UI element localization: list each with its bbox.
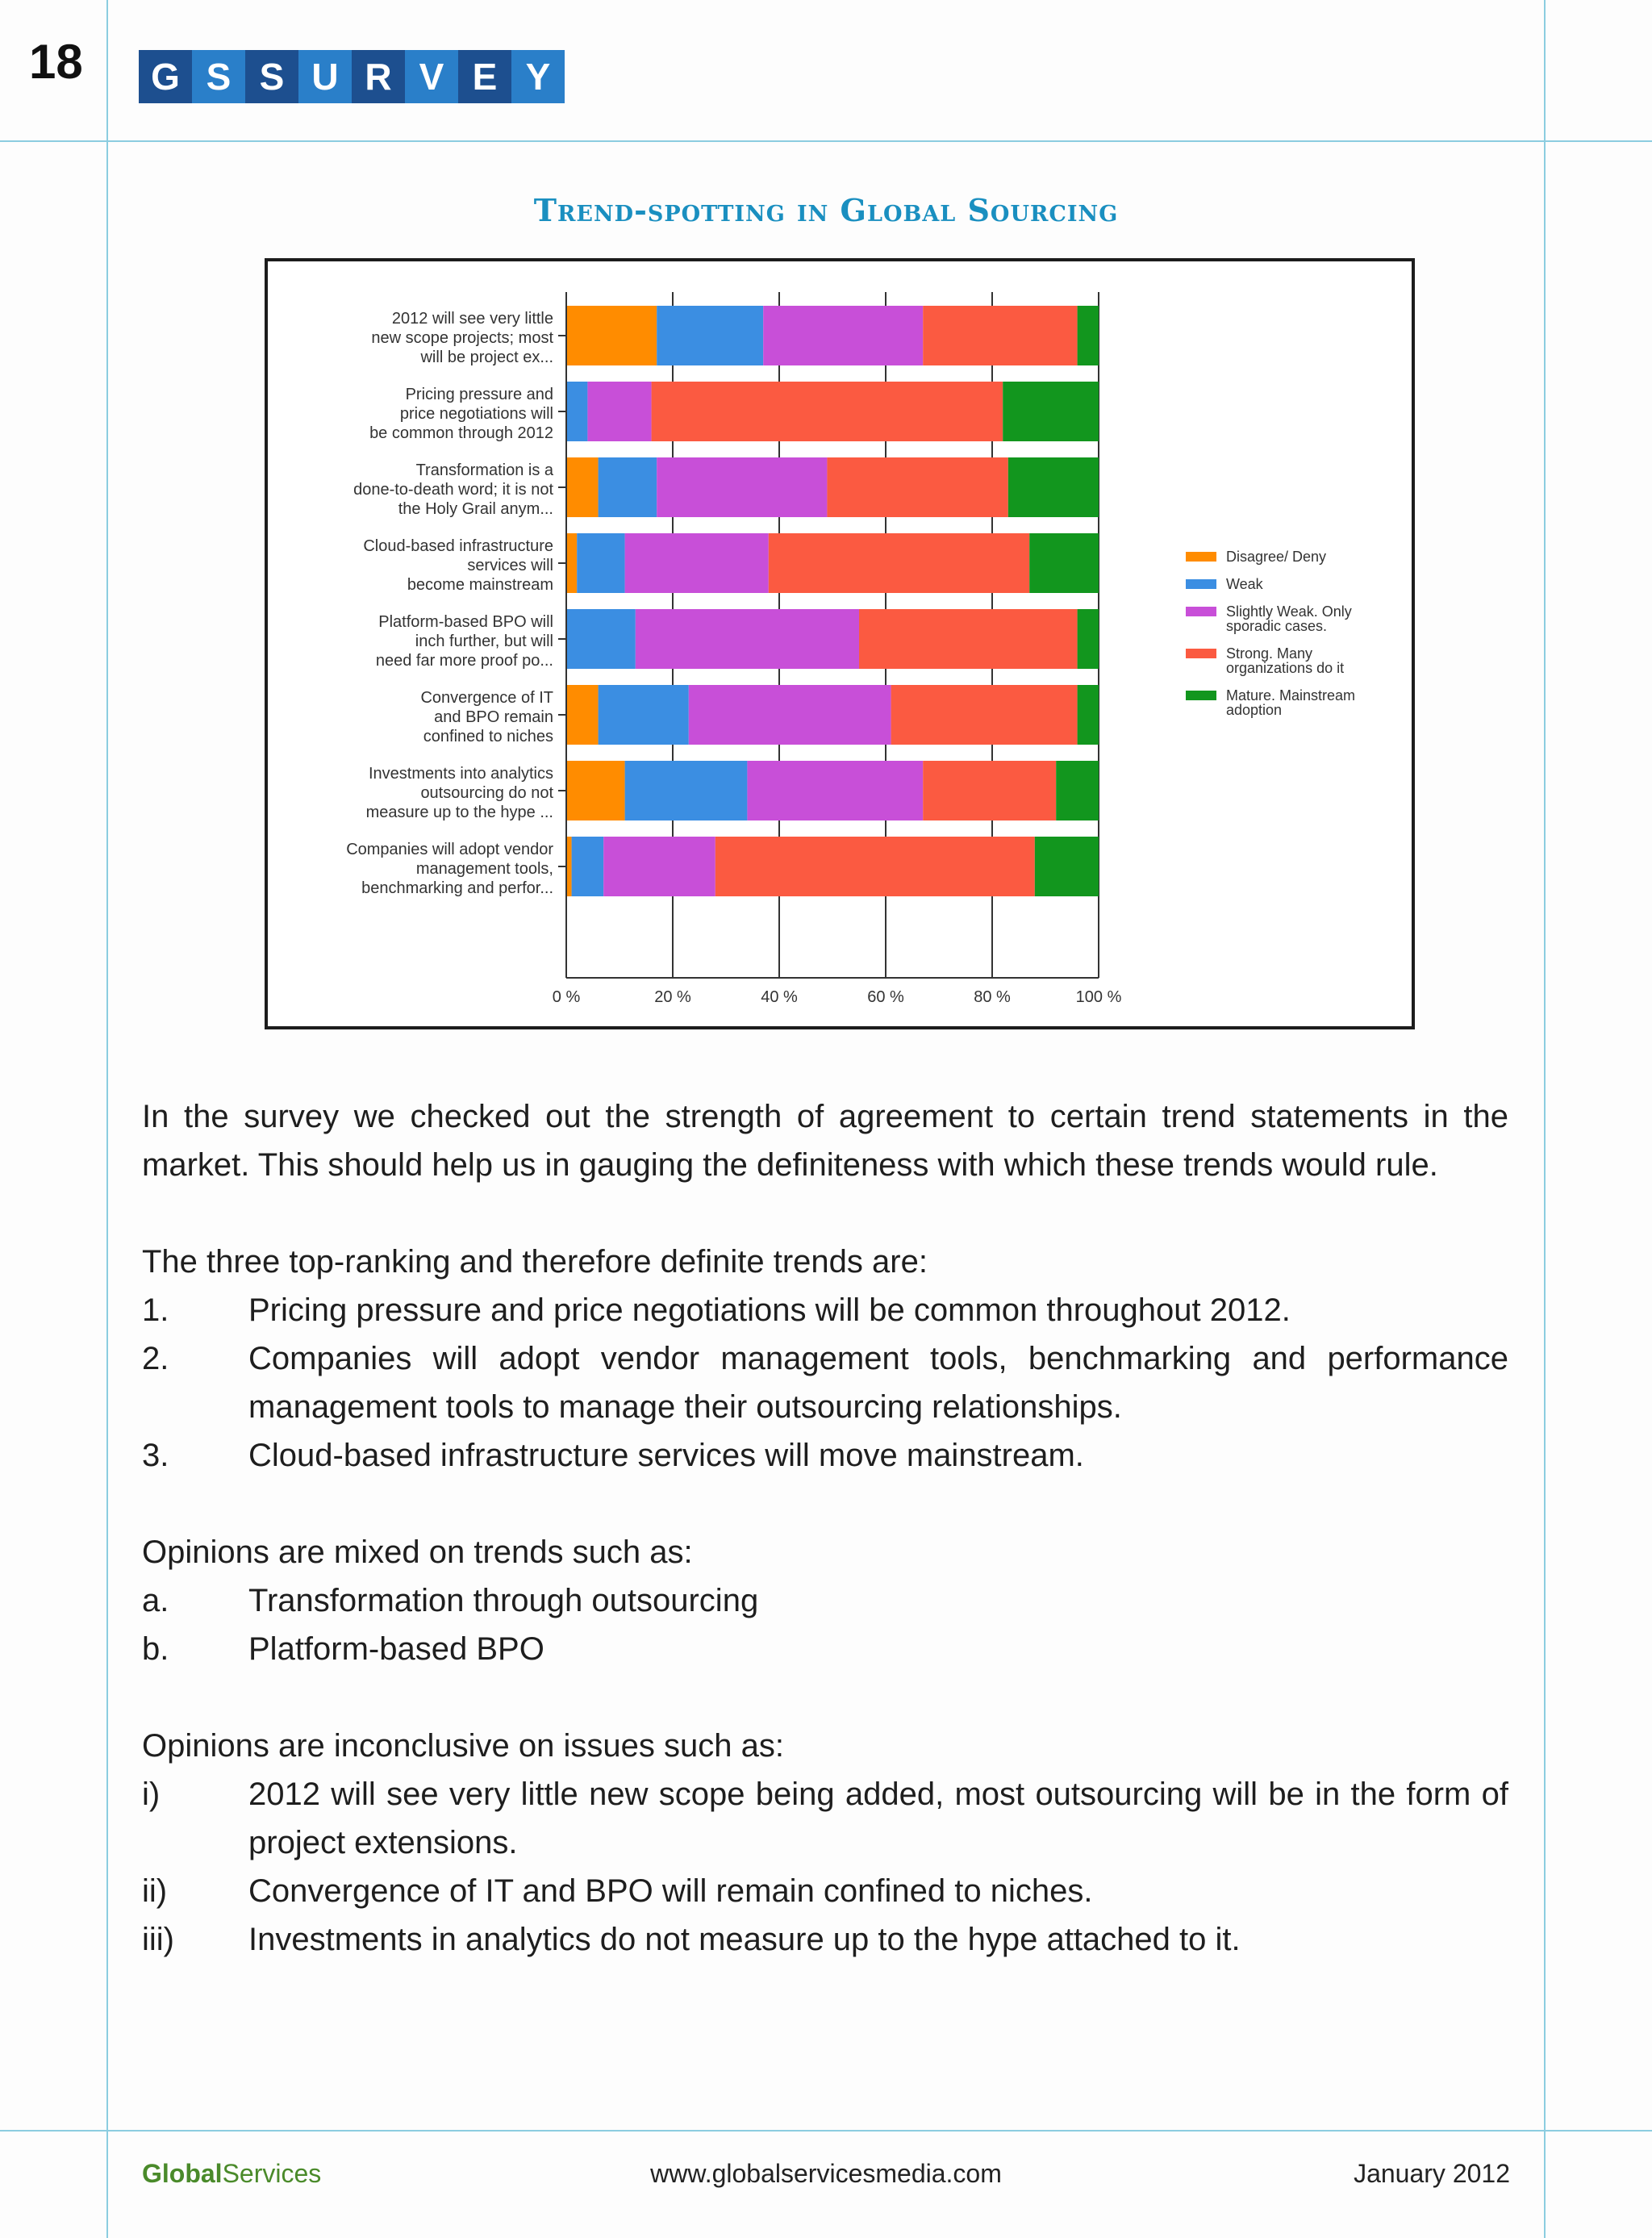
intro-paragraph: In the survey we checked out the strength of agreement to certain trend statements in the market. This should help us in gauging the definiteness with which these trends would rule. bbox=[142, 1099, 1508, 1183]
category-label: the Holy Grail anym... bbox=[398, 500, 553, 518]
x-tick-label: 0 % bbox=[552, 988, 581, 1006]
list-item-text: Convergence of IT and BPO will remain confined to niches. bbox=[248, 1873, 1093, 1909]
logo-letter: U bbox=[298, 50, 352, 103]
bar-segment bbox=[625, 533, 769, 593]
bar-segment bbox=[763, 306, 923, 365]
inconclusive-issues-heading: Opinions are inconclusive on issues such as: bbox=[142, 1728, 784, 1764]
bar-segment bbox=[657, 457, 827, 517]
x-tick-label: 20 % bbox=[654, 988, 691, 1006]
category-label: price negotiations will bbox=[399, 405, 553, 423]
bar-segment bbox=[572, 837, 604, 896]
list-marker: ii) bbox=[142, 1873, 168, 1909]
bar-segment bbox=[599, 457, 657, 517]
bar-segment bbox=[769, 533, 1029, 593]
bar-segment bbox=[827, 457, 1007, 517]
list-marker: 2. bbox=[142, 1341, 169, 1376]
list-item bbox=[142, 1770, 1508, 1867]
category-label: management tools, bbox=[415, 860, 553, 878]
bar-segment bbox=[689, 685, 891, 745]
legend-label: Disagree/ Deny bbox=[1226, 549, 1327, 565]
x-tick-label: 60 % bbox=[867, 988, 904, 1006]
bar-segment bbox=[566, 685, 599, 745]
legend-swatch bbox=[1186, 552, 1216, 562]
bar-segment bbox=[859, 609, 1078, 669]
footer-brand-rest: Services bbox=[222, 2159, 322, 2188]
bar-segment bbox=[652, 382, 1003, 441]
category-label: 2012 will see very little bbox=[391, 310, 553, 328]
list-item bbox=[142, 1334, 1508, 1431]
list-item bbox=[142, 1625, 1508, 1673]
list-item bbox=[142, 1576, 1508, 1625]
bar-segment bbox=[566, 306, 657, 365]
logo-letter: G bbox=[139, 50, 192, 103]
margin-guide-top bbox=[0, 140, 1652, 142]
logo-letter: E bbox=[458, 50, 511, 103]
bar-segment bbox=[603, 837, 715, 896]
stacked-bar-chart bbox=[268, 261, 1412, 1026]
margin-guide-bottom bbox=[0, 2130, 1652, 2132]
category-label: outsourcing do not bbox=[420, 784, 553, 802]
category-label: Convergence of IT bbox=[420, 689, 553, 707]
legend-label: organizations do it bbox=[1226, 660, 1345, 676]
legend-label: Mature. Mainstream bbox=[1226, 687, 1356, 704]
logo-letter: S bbox=[192, 50, 245, 103]
mixed-trends-list bbox=[142, 1576, 1508, 1673]
bar-segment bbox=[566, 761, 625, 820]
category-label: become mainstream bbox=[407, 576, 553, 594]
bar-segment bbox=[599, 685, 689, 745]
logo-letter: Y bbox=[511, 50, 565, 103]
gs-survey-logo bbox=[139, 50, 565, 103]
bar-segment bbox=[566, 609, 636, 669]
bar-segment bbox=[657, 306, 763, 365]
definite-trends-list bbox=[142, 1286, 1508, 1480]
list-item-text: Platform-based BPO bbox=[248, 1631, 544, 1667]
list-item-text: Transformation through outsourcing bbox=[248, 1583, 759, 1618]
category-label: and BPO remain bbox=[434, 708, 553, 726]
list-item bbox=[142, 1286, 1508, 1334]
list-item bbox=[142, 1431, 1508, 1480]
chart-frame bbox=[265, 258, 1415, 1029]
list-item bbox=[142, 1915, 1508, 1964]
bar-segment bbox=[1003, 382, 1099, 441]
legend-swatch bbox=[1186, 607, 1216, 616]
margin-guide-left bbox=[106, 0, 108, 2238]
list-marker: 3. bbox=[142, 1438, 169, 1473]
bar-segment bbox=[715, 837, 1035, 896]
bar-segment bbox=[566, 382, 587, 441]
category-label: confined to niches bbox=[423, 728, 553, 745]
category-label: Companies will adopt vendor bbox=[346, 841, 553, 858]
list-marker: a. bbox=[142, 1583, 169, 1618]
x-tick-label: 100 % bbox=[1075, 988, 1122, 1006]
legend-swatch bbox=[1186, 649, 1216, 658]
margin-guide-right bbox=[1544, 0, 1546, 2238]
category-label: done-to-death word; it is not bbox=[353, 481, 553, 499]
category-label: measure up to the hype ... bbox=[365, 804, 553, 821]
article-body bbox=[142, 1092, 1508, 1964]
category-label: Transformation is a bbox=[415, 461, 553, 479]
bar-segment bbox=[1078, 306, 1099, 365]
footer-url[interactable]: www.globalservicesmedia.com bbox=[650, 2159, 1002, 2188]
legend-label: Weak bbox=[1226, 576, 1263, 592]
list-marker: i) bbox=[142, 1777, 161, 1812]
logo-letter: V bbox=[405, 50, 458, 103]
legend-swatch bbox=[1186, 691, 1216, 700]
bar-segment bbox=[1008, 457, 1099, 517]
bar-segment bbox=[636, 609, 859, 669]
x-tick-label: 40 % bbox=[761, 988, 798, 1006]
category-label: new scope projects; most bbox=[371, 329, 553, 347]
category-label: Cloud-based infrastructure bbox=[363, 537, 553, 555]
page-number: 18 bbox=[29, 35, 83, 89]
bar-segment bbox=[747, 761, 923, 820]
list-item-text: Investments in analytics do not measure up to the hype attached to it. bbox=[248, 1922, 1241, 1957]
bar-segment bbox=[566, 457, 599, 517]
category-label: will be project ex... bbox=[420, 349, 553, 366]
legend-swatch bbox=[1186, 579, 1216, 589]
list-marker: iii) bbox=[142, 1922, 174, 1957]
footer-date: January 2012 bbox=[1354, 2159, 1510, 2188]
bar-segment bbox=[1029, 533, 1099, 593]
bar-segment bbox=[891, 685, 1078, 745]
bar-segment bbox=[1078, 685, 1099, 745]
list-marker: b. bbox=[142, 1631, 169, 1667]
definite-trends-heading: The three top-ranking and therefore definite trends are: bbox=[142, 1244, 928, 1280]
list-item-text: Companies will adopt vendor management tools, benchmarking and performance management tools to manage their outsourcing relationships. bbox=[248, 1341, 1508, 1425]
bar-segment bbox=[923, 761, 1056, 820]
legend-label: Strong. Many bbox=[1226, 645, 1313, 662]
list-item-text: 2012 will see very little new scope being added, most outsourcing will be in the form of project extensions. bbox=[248, 1777, 1508, 1860]
logo-letter: R bbox=[352, 50, 405, 103]
category-label: need far more proof po... bbox=[375, 652, 553, 670]
category-label: Investments into analytics bbox=[369, 765, 553, 783]
list-item-text: Pricing pressure and price negotiations will be common throughout 2012. bbox=[248, 1292, 1291, 1328]
x-tick-label: 80 % bbox=[974, 988, 1011, 1006]
legend-label: Slightly Weak. Only bbox=[1226, 603, 1352, 620]
bar-segment bbox=[1056, 761, 1099, 820]
mixed-trends-heading: Opinions are mixed on trends such as: bbox=[142, 1534, 693, 1570]
logo-letter: S bbox=[245, 50, 298, 103]
category-label: Platform-based BPO will bbox=[378, 613, 553, 631]
category-label: services will bbox=[467, 557, 553, 574]
footer-brand-strong: Global bbox=[142, 2159, 223, 2188]
bar-segment bbox=[1035, 837, 1099, 896]
legend-label: adoption bbox=[1226, 702, 1283, 718]
category-label: Pricing pressure and bbox=[405, 386, 553, 403]
inconclusive-issues-list bbox=[142, 1770, 1508, 1964]
bar-segment bbox=[566, 533, 577, 593]
bar-segment bbox=[923, 306, 1077, 365]
bar-segment bbox=[577, 533, 624, 593]
chart-title: Trend-spotting in Global Sourcing bbox=[533, 192, 1119, 228]
category-label: inch further, but will bbox=[415, 633, 553, 650]
legend-label: sporadic cases. bbox=[1226, 618, 1328, 634]
category-label: be common through 2012 bbox=[369, 424, 553, 442]
bar-segment bbox=[587, 382, 651, 441]
list-marker: 1. bbox=[142, 1292, 169, 1328]
list-item-text: Cloud-based infrastructure services will move mainstream. bbox=[248, 1438, 1084, 1473]
bar-segment bbox=[625, 761, 748, 820]
category-label: benchmarking and perfor... bbox=[361, 879, 553, 897]
list-item bbox=[142, 1867, 1508, 1915]
bar-segment bbox=[1078, 609, 1099, 669]
